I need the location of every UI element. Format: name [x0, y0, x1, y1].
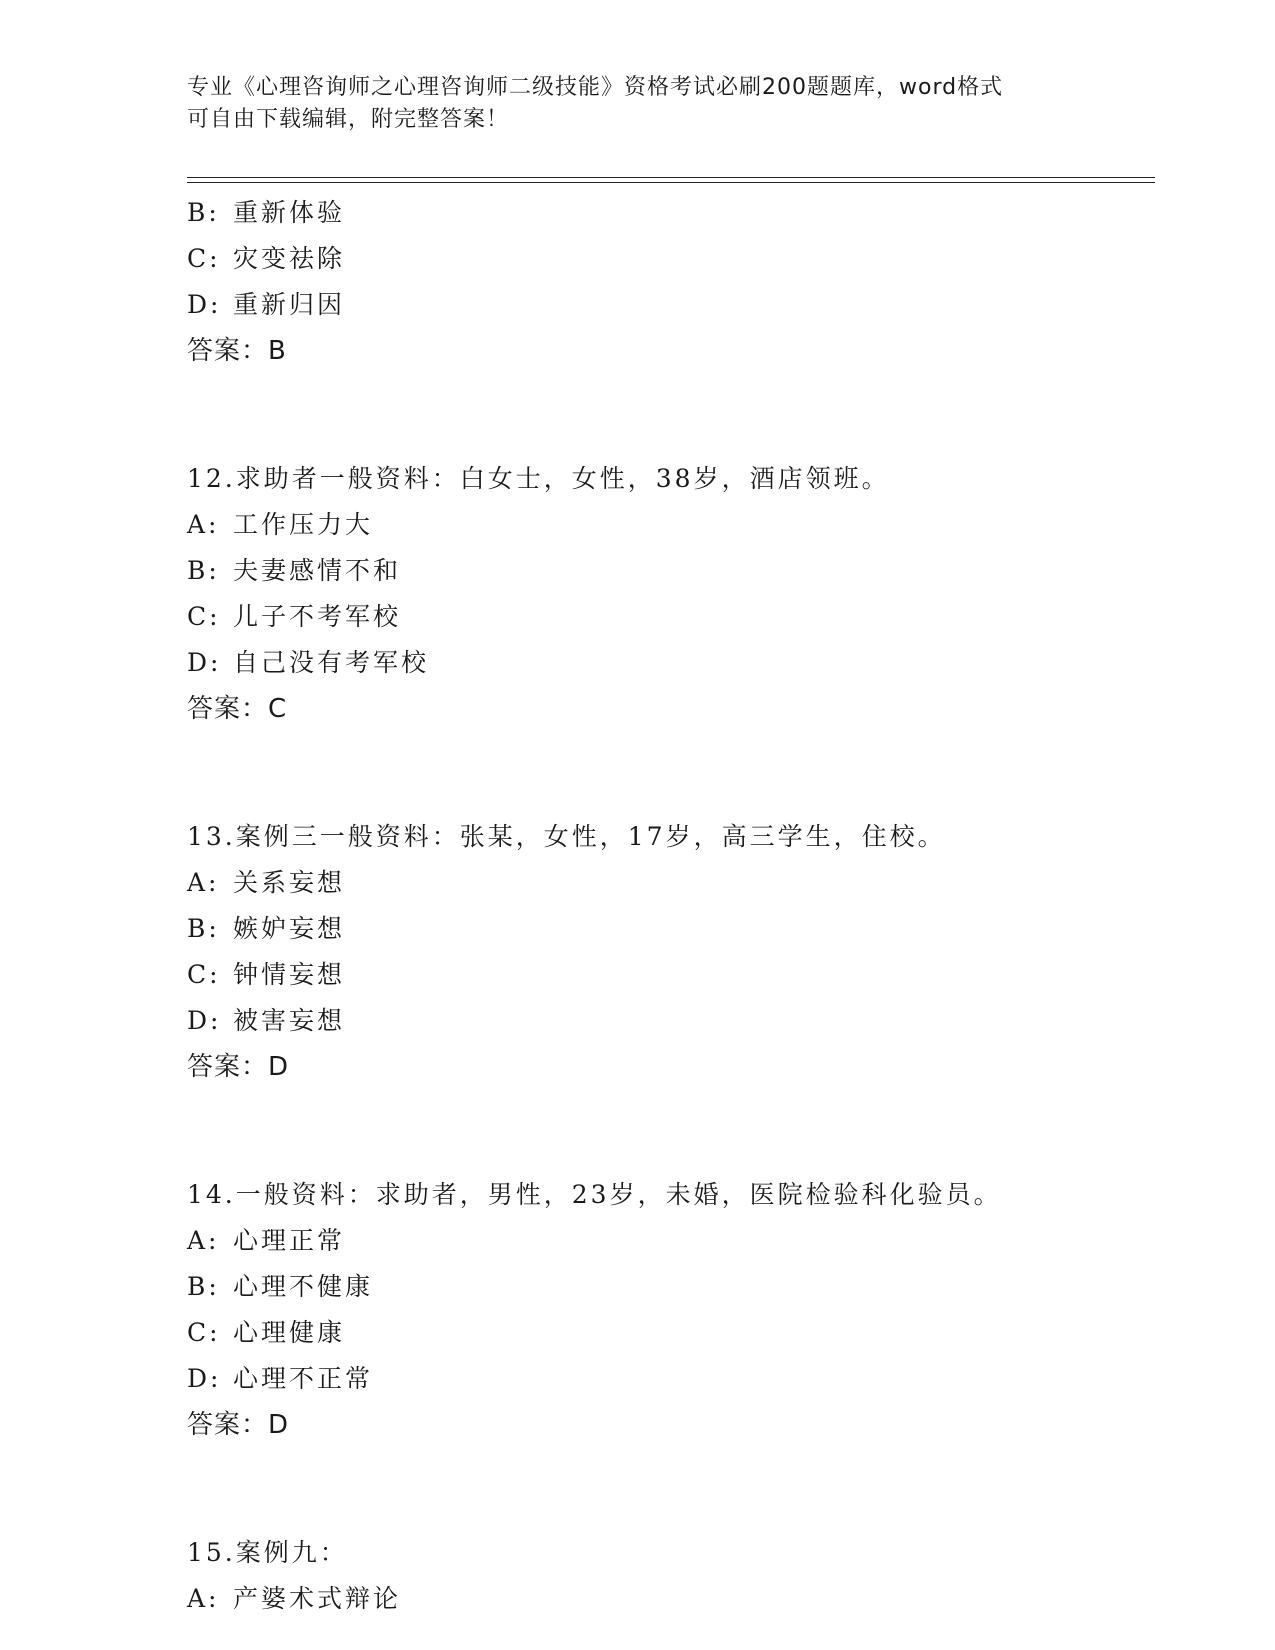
- question-block: [187, 190, 1147, 374]
- question-block: [187, 1172, 1147, 1448]
- option-b: B: 嫉妒妄想: [187, 914, 346, 943]
- page-header: [187, 72, 1087, 136]
- question-stem: 12.求助者一般资料：白女士，女性，38岁，酒店领班。: [187, 464, 890, 493]
- answer-line: 答案：D: [187, 1410, 290, 1440]
- option-a: A: 关系妄想: [187, 868, 346, 897]
- option-c: C: 灾变祛除: [187, 244, 346, 273]
- option-c: C: 儿子不考军校: [187, 602, 402, 631]
- answer-line: 答案：C: [187, 694, 288, 724]
- question-block: [187, 1530, 1147, 1622]
- question-block: [187, 814, 1147, 1090]
- header-divider-top: [187, 177, 1155, 178]
- question-list: [187, 190, 1147, 1622]
- option-d: D: 被害妄想: [187, 1006, 346, 1035]
- option-d: D: 自己没有考军校: [187, 648, 430, 677]
- option-b: B: 心理不健康: [187, 1272, 374, 1301]
- answer-line: 答案：B: [187, 336, 287, 366]
- option-a: A: 工作压力大: [187, 510, 374, 539]
- option-c: C: 心理健康: [187, 1318, 346, 1347]
- option-d: D: 心理不正常: [187, 1364, 374, 1393]
- question-stem: 13.案例三一般资料：张某，女性，17岁，高三学生，住校。: [187, 822, 946, 851]
- option-b: B: 夫妻感情不和: [187, 556, 402, 585]
- question-stem: 14.一般资料：求助者，男性，23岁，未婚，医院检验科化验员。: [187, 1180, 1002, 1209]
- header-line-2: 可自由下载编辑，附完整答案！: [187, 107, 510, 132]
- option-a: A: 心理正常: [187, 1226, 346, 1255]
- option-a: A: 产婆术式辩论: [187, 1584, 402, 1613]
- header-line-1: 专业《心理咨询师之心理咨询师二级技能》资格考试必刷200题题库，word格式: [187, 75, 1004, 100]
- answer-line: 答案：D: [187, 1052, 290, 1082]
- header-divider-bottom: [187, 182, 1155, 183]
- question-stem: 15.案例九：: [187, 1538, 348, 1567]
- option-c: C: 钟情妄想: [187, 960, 346, 989]
- option-b: B: 重新体验: [187, 198, 346, 227]
- option-d: D: 重新归因: [187, 290, 346, 319]
- question-block: [187, 456, 1147, 732]
